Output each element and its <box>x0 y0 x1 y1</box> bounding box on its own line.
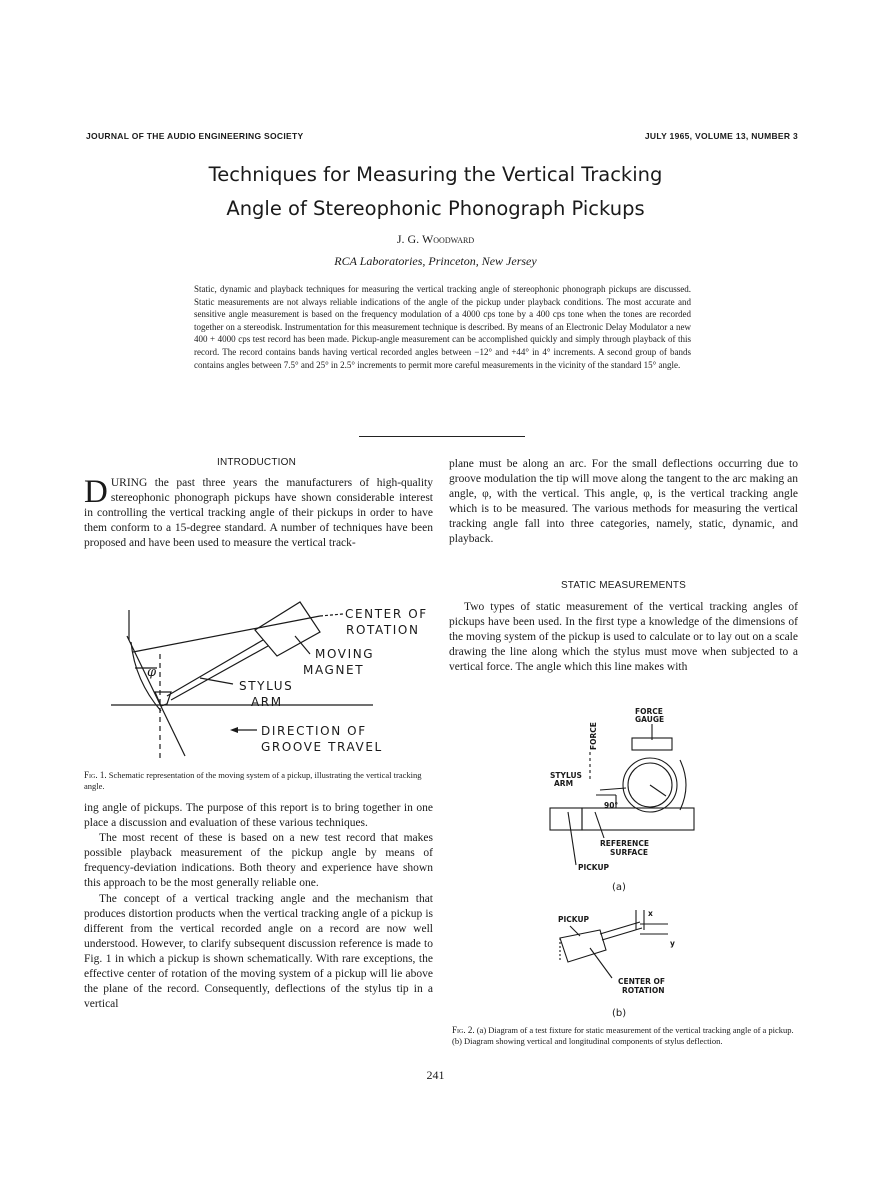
right-column-p1: plane must be along an arc. For the small deflections occurring due to groove modulation the tip will move along the tangent to the arc making an angle, φ, with the vertical. This angle, φ, is the vertical tracking angle which is to be measured. The various methods for measuring the vertical tracking angle fall into three categories, namely, static, dynamic, and playback. <box>449 458 798 546</box>
author: J. G. Woodward <box>396 232 475 246</box>
label-pickup-a: PICKUP <box>578 863 610 872</box>
right-column-p2 <box>449 600 798 675</box>
title-line-2: Angle of Stereophonic Phonograph Pickups <box>226 197 645 220</box>
label-direction-of: DIRECTION OF <box>261 724 367 738</box>
stylus-tip <box>155 692 171 706</box>
label-magnet: MAGNET <box>303 663 365 677</box>
label-fig2a: (a) <box>612 882 626 893</box>
fig1-radius-line <box>133 616 320 652</box>
affiliation: RCA Laboratories, Princeton, New Jersey <box>334 254 537 268</box>
intro-p1-text: URING the past three years the manufacturers of high-quality stereophonic phonograph pickups have shown considerable interest in controlling the vertical tracking angle of their pickups in order to have them conform to a 15-degree standard. A number of techniques have been proposed and have been used to measure the vertical track- <box>84 477 433 550</box>
journal-header: JOURNAL OF THE AUDIO ENGINEERING SOCIETY <box>86 131 304 141</box>
static-measurements-heading: STATIC MEASUREMENTS <box>560 580 687 591</box>
left-column-lower <box>84 801 433 1012</box>
fig1-tangent-line <box>127 636 185 756</box>
fig1-caption <box>84 770 433 791</box>
label-fig2b: (b) <box>612 1008 627 1019</box>
phi-symbol: φ <box>147 665 157 680</box>
fig2-caption-text: (a) Diagram of a test fixture for static measurement of the vertical tracking angle of a pickup. (b) Diagram showing vertical and longitudinal components of stylus deflection. <box>452 1025 794 1046</box>
label-rotation-b: ROTATION <box>622 986 665 995</box>
label-ninety: 90° <box>604 801 619 810</box>
direction-arrowhead <box>230 727 238 733</box>
intro-paragraph-1 <box>84 476 433 551</box>
pickup-body-a <box>550 808 582 830</box>
page-number: 241 <box>426 1068 445 1082</box>
intro-paragraph-2: The most recent of these is based on a new test record that makes possible playback measurement of the pickup angle by means of frequency-deviation indications. Both theory and experience have shown this approach to be the most generally reliable one. <box>84 832 433 890</box>
reference-block <box>582 808 694 830</box>
intro-paragraph-3: The concept of a vertical tracking angle and the mechanism that produces distortion products when the vertical tracking angle of a pickup is different from the vertical recorded angle on a record are now well understood. However, to clarify subsequent discussion reference is made to Fig. 1 in which a pickup is shown schematically. With rare exceptions, the effective center of rotation of the moving system of a pickup will lie above the plane of the record. Consequently, deflections of the stylus tip in a vertical <box>84 892 433 1011</box>
cantilever-b-1 <box>600 922 640 934</box>
label-reference: REFERENCE <box>600 839 649 848</box>
title-line-1: Techniques for Measuring the Vertical Tracking <box>208 163 663 186</box>
fig2-caption <box>452 1025 797 1046</box>
fig2-diagram <box>540 700 710 1020</box>
pickup-body-b <box>560 930 606 962</box>
fig1-caption-label: Fig. 1. <box>84 770 107 780</box>
center-leader-b <box>590 948 612 978</box>
label-pickup-b: PICKUP <box>558 915 590 924</box>
pickup-leader-a <box>568 812 576 865</box>
label-center-of-b: CENTER OF <box>618 977 666 986</box>
introduction-heading: INTRODUCTION <box>216 457 297 468</box>
drop-cap: D <box>84 474 108 510</box>
fig1-caption-text: Schematic representation of the moving system of a pickup, illustrating the vertical tracking angle. <box>84 770 422 791</box>
label-x: x <box>648 909 653 918</box>
label-force-gauge-2: GAUGE <box>635 715 665 724</box>
label-force-gauge-1: FORCE <box>635 707 663 716</box>
fig2-caption-label: Fig. 2. <box>452 1025 475 1035</box>
gauge-rotation-arc <box>680 760 686 810</box>
label-stylus-a: STYLUS <box>550 771 582 780</box>
section-divider <box>359 436 525 437</box>
label-moving: MOVING <box>315 647 375 661</box>
static-paragraph: Two types of static measurement of the vertical tracking angles of pickups have been used. In the first type a knowledge of the dimensions of the moving system of the pickup is used to calculate or to lay out on a scale drawing the line along which the stylus must move when subjected to a vertical force. The angle which this line makes with <box>449 601 798 674</box>
intro-p1-continued: ing angle of pickups. The purpose of this report is to bring together in one place a discussion and evaluation of these various techniques. <box>84 802 433 830</box>
issue-header: JULY 1965, VOLUME 13, NUMBER 3 <box>644 131 798 141</box>
label-arm-a: ARM <box>554 779 574 788</box>
fig1-diagram <box>105 596 445 764</box>
label-stylus: STYLUS <box>239 679 294 693</box>
center-leader <box>320 614 343 616</box>
label-rotation: ROTATION <box>346 623 420 637</box>
label-arm: ARM <box>251 695 283 709</box>
probe <box>600 788 626 790</box>
article-title <box>0 158 871 226</box>
label-center-of: CENTER OF <box>345 607 428 621</box>
label-surface: SURFACE <box>610 848 648 857</box>
label-groove-travel: GROOVE TRAVEL <box>261 740 383 754</box>
abstract: Static, dynamic and playback techniques for measuring the vertical tracking angle of stereophonic phonograph pickups are discussed. Static measurements are not always reliable indications of the angle of the pickup under playback conditions. The most accurate and sensitive angle measurement is based on the frequency modulation of a 4000 cps tone by a 400 cps tone when the tones are recorded together on a stereodisk. Instrumentation for this measurement technique is described. By means of an Electronic Delay Modulator a new 400 + 4000 cps test record has been made. Pickup-angle measurement can be accomplished quickly and simply through playback of this record. The record contains bands having vertical recorded angles between −12° and +44° in 4° increments. A second group of bands contains angles between 7.5° and 25° in 2.5° increments to permit more careful measurements in the vicinity of the standard 15° angle. <box>194 284 691 370</box>
gauge-needle <box>650 785 666 796</box>
label-force: FORCE <box>589 722 598 750</box>
reference-leader <box>595 812 604 838</box>
label-y: y <box>670 939 675 948</box>
